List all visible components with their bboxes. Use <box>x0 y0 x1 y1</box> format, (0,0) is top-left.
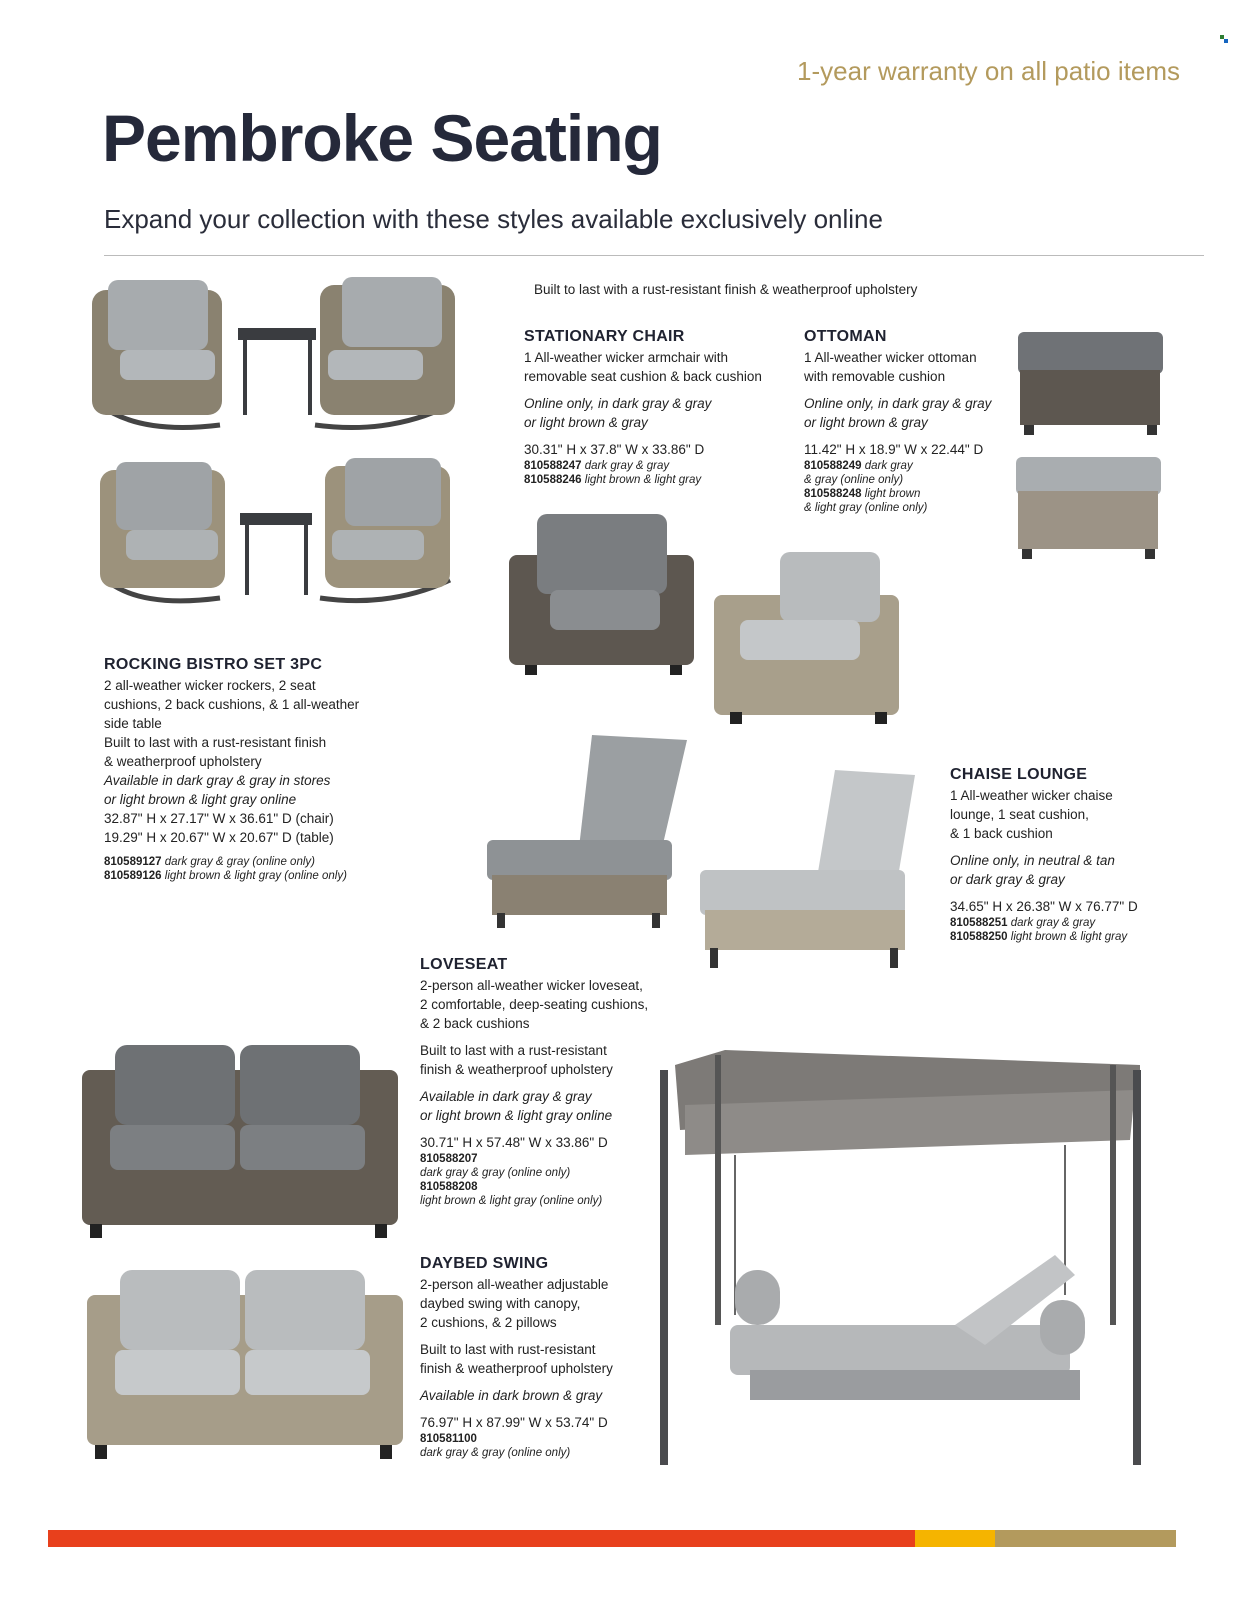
rocking-bistro-dims-table: 19.29" H x 20.67" W x 20.67" D (table) <box>104 830 334 845</box>
ottoman-sku-2: 810588248 light brown <box>804 488 921 500</box>
daybed-swing-built-1: Built to last with rust-resistant <box>420 1342 596 1357</box>
rocking-bistro-desc-1: 2 all-weather wicker rockers, 2 seat <box>104 678 316 693</box>
ottoman-info <box>804 326 1014 515</box>
ottoman-desc-2: with removable cushion <box>804 369 946 384</box>
ottoman-photo-dark <box>1012 330 1167 435</box>
page-title: Pembroke Seating <box>102 101 662 175</box>
loveseat-built-1: Built to last with a rust-resistant <box>420 1043 607 1058</box>
chaise-lounge-desc-1: 1 All-weather wicker chaise <box>950 788 1113 803</box>
loveseat-sku-2-code: 810588208 <box>420 1181 478 1193</box>
loveseat-sku-1-variant: dark gray & gray (online only) <box>420 1167 571 1179</box>
rocking-bistro-avail-2: or light brown & light gray online <box>104 792 297 807</box>
loveseat-desc-1: 2-person all-weather wicker loveseat, <box>420 978 643 993</box>
stationary-chair-sku-2: 810588246 light brown & light gray <box>524 474 702 486</box>
daybed-swing-sku-code: 810581100 <box>420 1433 477 1445</box>
footer-bar-red <box>48 1530 915 1547</box>
chaise-lounge-photo-light <box>695 765 930 970</box>
loveseat-desc-3: & 2 back cushions <box>420 1016 530 1031</box>
ottoman-sku-1-line2: & gray (online only) <box>804 474 904 486</box>
loveseat-sku-2-variant: light brown & light gray (online only) <box>420 1195 603 1207</box>
loveseat-photo-dark <box>80 1040 400 1240</box>
loveseat-sku-1-code: 810588207 <box>420 1153 478 1165</box>
stationary-chair-avail-2: or light brown & gray <box>524 415 648 430</box>
warranty-banner: 1-year warranty on all patio items <box>797 56 1180 86</box>
rocking-bistro-desc-3: side table <box>104 716 162 731</box>
footer-bar-tan <box>995 1530 1176 1547</box>
chaise-lounge-sku-1: 810588251 dark gray & gray <box>950 917 1096 929</box>
ottoman-desc-1: 1 All-weather wicker ottoman <box>804 350 977 365</box>
rocking-bistro-photo-gray <box>80 275 465 445</box>
daybed-swing-photo <box>655 1045 1155 1470</box>
chaise-lounge-avail-2: or dark gray & gray <box>950 872 1065 887</box>
stationary-chair-sku-1: 810588247 dark gray & gray <box>524 460 670 472</box>
stationary-chair-desc-2: removable seat cushion & back cushion <box>524 369 762 384</box>
rocking-bistro-built-1: Built to last with a rust-resistant finish <box>104 735 327 750</box>
daybed-swing-sku-variant: dark gray & gray (online only) <box>420 1447 571 1459</box>
rocking-bistro-dims-chair: 32.87" H x 27.17" W x 36.61" D (chair) <box>104 811 334 826</box>
chaise-lounge-desc-3: & 1 back cushion <box>950 826 1053 841</box>
daybed-swing-built-2: finish & weatherproof upholstery <box>420 1361 613 1376</box>
loveseat-dims: 30.71" H x 57.48" W x 33.86" D <box>420 1135 608 1150</box>
daybed-swing-dims: 76.97" H x 87.99" W x 53.74" D <box>420 1415 608 1430</box>
chaise-lounge-sku-2: 810588250 light brown & light gray <box>950 931 1128 943</box>
rocking-bistro-info <box>104 654 404 883</box>
rocking-bistro-desc-2: cushions, 2 back cushions, & 1 all-weather <box>104 697 360 712</box>
ottoman-avail-1: Online only, in dark gray & gray <box>804 396 992 411</box>
daybed-swing-desc-1: 2-person all-weather adjustable <box>420 1277 609 1292</box>
chaise-lounge-dims: 34.65" H x 26.38" W x 76.77" D <box>950 899 1138 914</box>
ottoman-avail-2: or light brown & gray <box>804 415 928 430</box>
chaise-lounge-avail-1: Online only, in neutral & tan <box>950 853 1115 868</box>
loveseat-name: LOVESEAT <box>420 956 508 973</box>
loveseat-info <box>420 954 690 1208</box>
page-subtitle: Expand your collection with these styles available exclusively online <box>104 204 883 234</box>
stationary-chair-name: STATIONARY CHAIR <box>524 328 685 345</box>
ottoman-sku-2-line2: & light gray (online only) <box>804 502 928 514</box>
stationary-chair-avail-1: Online only, in dark gray & gray <box>524 396 712 411</box>
stationary-chair-photo-light <box>710 550 905 725</box>
stationary-chair-photo-dark <box>505 510 700 675</box>
corner-mark <box>1220 30 1228 38</box>
chaise-lounge-info <box>950 764 1200 944</box>
daybed-swing-info <box>420 1253 660 1460</box>
header-divider <box>104 255 1204 256</box>
rocking-bistro-built-2: & weatherproof upholstery <box>104 754 262 769</box>
chaise-lounge-name: CHAISE LOUNGE <box>950 766 1088 783</box>
ottoman-name: OTTOMAN <box>804 328 887 345</box>
daybed-swing-desc-3: 2 cushions, & 2 pillows <box>420 1315 557 1330</box>
daybed-swing-avail: Available in dark brown & gray <box>420 1388 603 1403</box>
stationary-chair-dims: 30.31" H x 37.8" W x 33.86" D <box>524 442 705 457</box>
loveseat-photo-light <box>85 1265 405 1460</box>
daybed-swing-desc-2: daybed swing with canopy, <box>420 1296 581 1311</box>
stationary-chair-desc-1: 1 All-weather wicker armchair with <box>524 350 729 365</box>
rocking-bistro-sku-1: 810589127 dark gray & gray (online only) <box>104 856 315 868</box>
daybed-swing-name: DAYBED SWING <box>420 1255 549 1272</box>
ottoman-photo-light <box>1010 455 1165 560</box>
rocking-bistro-photo-brown <box>90 458 460 618</box>
loveseat-desc-2: 2 comfortable, deep-seating cushions, <box>420 997 649 1012</box>
loveseat-built-2: finish & weatherproof upholstery <box>420 1062 613 1077</box>
loveseat-avail-2: or light brown & light gray online <box>420 1108 613 1123</box>
footer-bar-yellow <box>915 1530 995 1547</box>
loveseat-avail-1: Available in dark gray & gray <box>420 1089 592 1104</box>
rocking-bistro-name: ROCKING BISTRO SET 3PC <box>104 656 323 673</box>
ottoman-sku-1: 810588249 dark gray <box>804 460 913 472</box>
collection-tagline: Built to last with a rust-resistant finish & weatherproof upholstery <box>534 282 918 297</box>
chaise-lounge-photo-dark <box>482 725 697 930</box>
rocking-bistro-avail-1: Available in dark gray & gray in stores <box>104 773 331 788</box>
chaise-lounge-desc-2: lounge, 1 seat cushion, <box>950 807 1089 822</box>
ottoman-dims: 11.42" H x 18.9" W x 22.44" D <box>804 442 984 457</box>
stationary-chair-info <box>524 326 794 487</box>
rocking-bistro-sku-2: 810589126 light brown & light gray (online only) <box>104 870 347 882</box>
